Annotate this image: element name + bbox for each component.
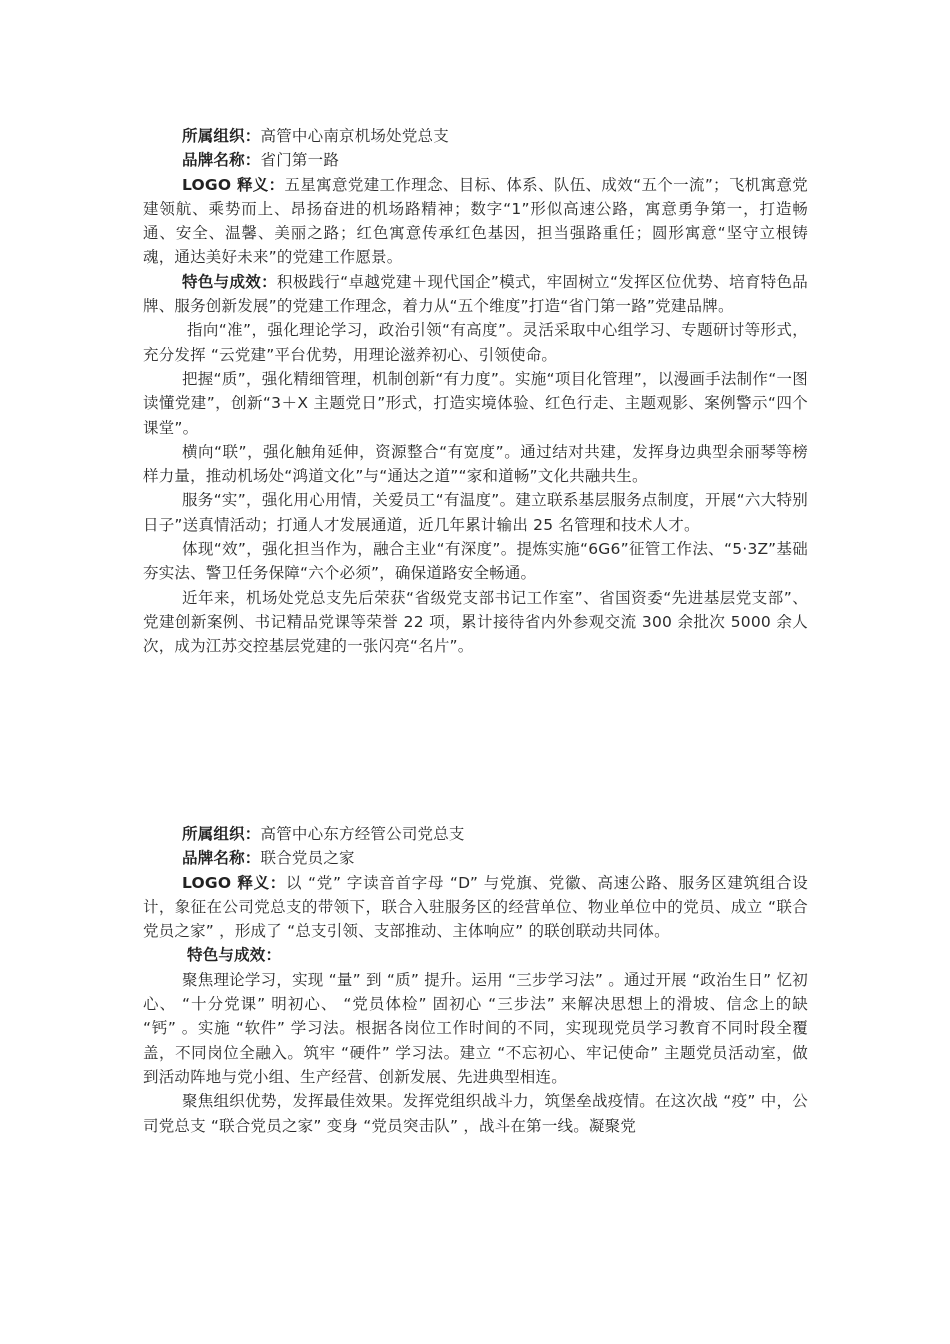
feature-label: 特色与成效： — [187, 946, 282, 965]
logo-paragraph — [143, 173, 808, 270]
brand-line — [143, 148, 808, 172]
paragraph-xiao: 体现“效”，强化担当作为，融合主业“有深度”。提炼实施“6G6”征管工作法、“5·3Z”基础夯实法、警卫任务保障“六个必须”，确保道路安全畅通。 — [143, 540, 808, 583]
org-value: 高管中心南京机场处党总支 — [260, 127, 449, 145]
org-label: 所属组织： — [182, 127, 261, 145]
brand-label: 品牌名称： — [182, 849, 261, 868]
logo-text: 五星寓意党建工作理念、目标、体系、队伍、成效“五个一流”；飞机寓意党建领航、乘势而上、昂扬奋进的机场路精神；数字“1”形似高速公路，寓意勇争第一，打造畅通、安全、温馨、美丽之路；红色寓意传承红色基因，担当强路重任；圆形寓意“坚守立根铸魂，通达美好未来”的党建工作愿景。 — [143, 175, 808, 267]
brand-value: 省门第一路 — [260, 151, 340, 170]
brand-section-dongfang — [143, 822, 808, 1138]
feature-paragraph — [143, 270, 808, 319]
org-value: 高管中心东方经管公司党总支 — [260, 825, 465, 843]
org-line — [143, 822, 808, 846]
org-line — [143, 124, 808, 148]
brand-line — [143, 846, 808, 870]
brand-section-nanjing-airport — [143, 124, 808, 659]
feature-text: 积极践行“卓越党建＋现代国企”模式，牢固树立“发挥区位优势、培育特色品牌、服务创新发展”的党建工作理念，着力从“五个维度”打造“省门第一路”党建品牌。 — [143, 272, 808, 316]
org-label: 所属组织： — [182, 825, 261, 843]
paragraph-shi: 服务“实”，强化用心用情，关爱员工“有温度”。建立联系基层服务点制度，开展“六大特别日子”送真情活动；打通人才发展通道，近几年累计输出 25 名管理和技术人才。 — [143, 491, 808, 534]
paragraph-org: 聚焦组织优势，发挥最佳效果。发挥党组织战斗力，筑堡垒战疫情。在这次战 “疫” 中，公司党总支 “联合党员之家” 变身 “党员突击队” ，战斗在第一线。凝聚党 — [143, 1092, 808, 1135]
paragraph-study: 聚焦理论学习，实现 “量” 到 “质” 提升。运用 “三步学习法” 。通过开展 “政治生日” 忆初心、 “十分党课” 明初心、 “党员体检” 固初心 “三步法” 来解决思想上的滑坡、信念上的缺 “钙” 。实施 “软件” 学习法。根据各岗位工作时间的不同，实现现党员学习教育不同时段全覆盖，不同岗位全融入。筑牢 “硬件” 学习法。建立 “不忘初心、牢记使命” 主题党员活动室，做到活动阵地与党小组、生产经营、创新发展、先进典型相连。 — [143, 970, 808, 1086]
paragraph-zhi: 把握“质”，强化精细管理，机制创新“有力度”。实施“项目化管理”，以漫画手法制作“一图读懂党建”，创新“3＋X 主题党日”形式，打造实境体验、红色行走、主题观影、案例警示“四个课堂”。 — [143, 369, 808, 437]
logo-label: LOGO 释义： — [182, 873, 287, 892]
paragraph-lian: 横向“联”，强化触角延伸，资源整合“有宽度”。通过结对共建，发挥身边典型余丽琴等榜样力量，推动机场处“鸿道文化”与“通达之道”“家和道畅”文化共融共生。 — [143, 442, 808, 486]
feature-label: 特色与成效： — [182, 272, 277, 291]
logo-paragraph — [143, 871, 808, 944]
brand-value: 联合党员之家 — [260, 849, 355, 868]
logo-label: LOGO 释义： — [182, 175, 285, 194]
paragraph-recent: 近年来，机场处党总支先后荣获“省级党支部书记工作室”、省国资委“先进基层党支部”、党建创新案例、书记精品党课等荣誉 22 项，累计接待省内外参观交流 300 余批次 5000 余人次，成为江苏交控基层党建的一张闪亮“名片”。 — [143, 588, 808, 656]
feature-heading — [143, 943, 808, 967]
paragraph-zhun: 指向“准”，强化理论学习，政治引领“有高度”。灵活采取中心组学习、专题研讨等形式，充分发挥 “云党建”平台优势，用理论滋养初心、引领使命。 — [143, 321, 808, 364]
logo-text: 以 “党” 字读音首字母 “D” 与党旗、党徽、高速公路、服务区建筑组合设计，象征在公司党总支的带领下，联合入驻服务区的经营单位、物业单位中的党员、成立 “联合党员之家” ，形成了 “总支引领、支部推动、主体响应” 的联创联动共同体。 — [143, 873, 808, 941]
brand-label: 品牌名称： — [182, 151, 261, 170]
